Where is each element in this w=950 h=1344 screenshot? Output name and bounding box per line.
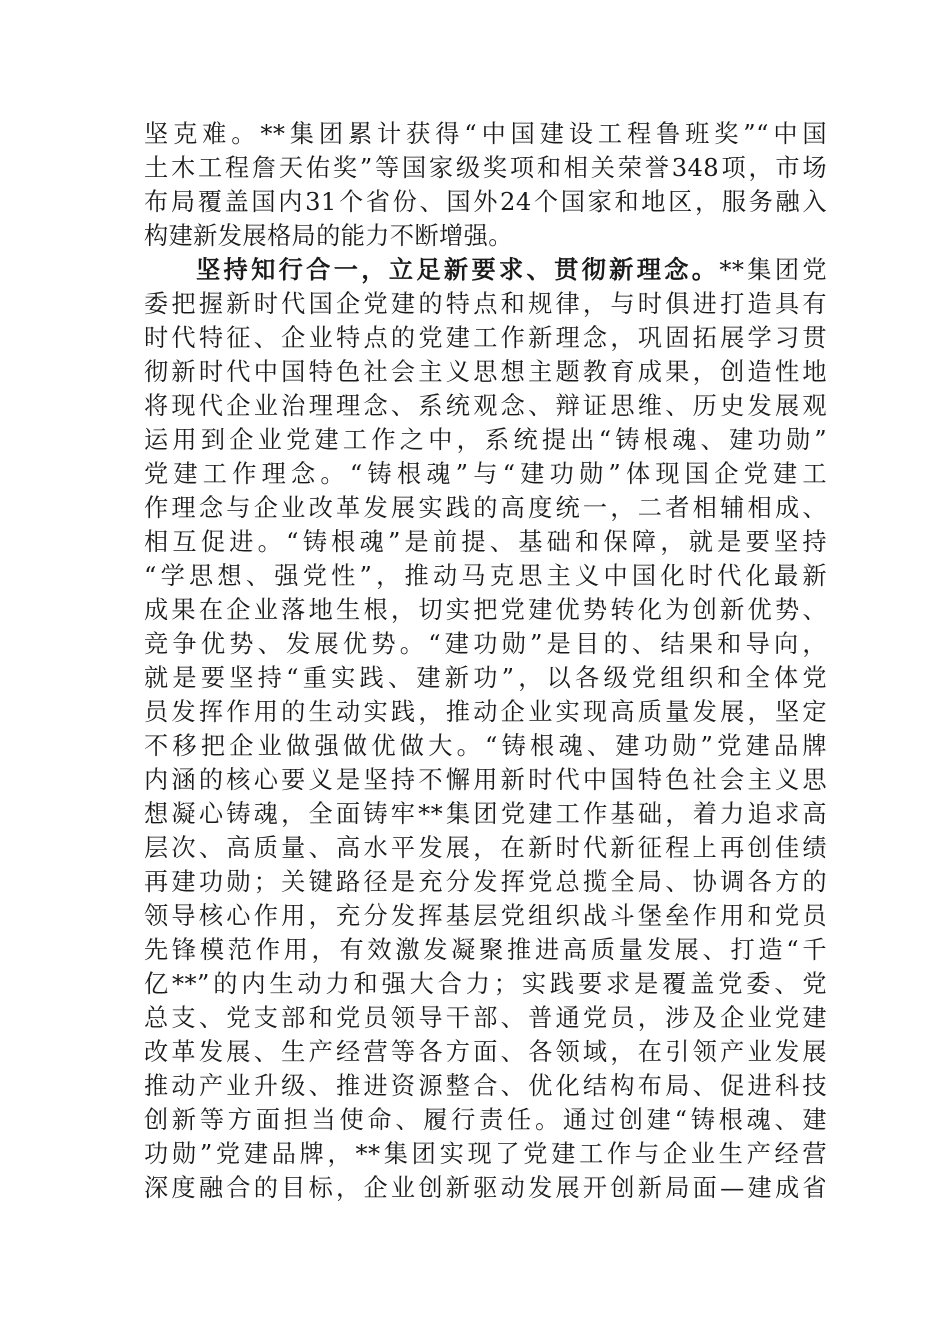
text-line: 再建功勋；关键路径是充分发挥党总揽全局、协调各方的 xyxy=(144,868,827,896)
text-line: 功勋”党建品牌，**集团实现了党建工作与企业生产经营 xyxy=(144,1140,827,1168)
text-line: 员发挥作用的生动实践，推动企业实现高质量发展，坚定 xyxy=(144,698,827,726)
text-line: 彻新时代中国特色社会主义思想主题教育成果，创造性地 xyxy=(144,358,827,386)
text-line: 深度融合的目标，企业创新驱动发展开创新局面—建成省 xyxy=(144,1174,827,1202)
text-line: 布局覆盖国内31个省份、国外24个国家和地区，服务融入 xyxy=(144,188,827,216)
paragraph-1 xyxy=(144,117,827,253)
text-line: 亿**”的内生动力和强大合力；实践要求是覆盖党委、党 xyxy=(144,970,827,998)
text-line: 委把握新时代国企党建的特点和规律，与时俱进打造具有 xyxy=(144,290,827,318)
body-text xyxy=(144,117,827,1205)
text-line: 改革发展、生产经营等各方面、各领域，在引领产业发展 xyxy=(144,1038,827,1066)
text-line: 运用到企业党建工作之中，系统提出“铸根魂、建功勋” xyxy=(144,426,827,454)
text-line: 就是要坚持“重实践、建新功”，以各级党组织和全体党 xyxy=(144,664,827,692)
text-line: 竞争优势、发展优势。“建功勋”是目的、结果和导向， xyxy=(144,630,827,658)
paragraph-first-line xyxy=(144,253,827,287)
text-line: 先锋模范作用，有效激发凝聚推进高质量发展、打造“千 xyxy=(144,936,827,964)
text-line: 创新等方面担当使命、履行责任。通过创建“铸根魂、建 xyxy=(144,1106,827,1134)
text-line: 领导核心作用，充分发挥基层党组织战斗堡垒作用和党员 xyxy=(144,902,827,930)
text-line: 时代特征、企业特点的党建工作新理念，巩固拓展学习贯 xyxy=(144,324,827,352)
text-line: 不移把企业做强做优做大。“铸根魂、建功勋”党建品牌 xyxy=(144,732,827,760)
text-line: 成果在企业落地生根，切实把党建优势转化为创新优势、 xyxy=(144,596,827,624)
paragraph-2 xyxy=(144,253,827,1205)
text-line: 相互促进。“铸根魂”是前提、基础和保障，就是要坚持 xyxy=(144,528,827,556)
text-line: 总支、党支部和党员领导干部、普通党员，涉及企业党建 xyxy=(144,1004,827,1032)
text-line: 推动产业升级、推进资源整合、优化结构布局、促进科技 xyxy=(144,1072,827,1100)
text-line: “学思想、强党性”，推动马克思主义中国化时代化最新 xyxy=(144,562,827,590)
text-line: 将现代企业治理理念、系统观念、辩证思维、历史发展观 xyxy=(144,392,827,420)
text-line: 党建工作理念。“铸根魂”与“建功勋”体现国企党建工 xyxy=(144,460,827,488)
text-line: 构建新发展格局的能力不断增强。 xyxy=(144,222,513,250)
heading-continuation: **集团党 xyxy=(719,256,827,284)
text-line: 坚克难。**集团累计获得“中国建设工程鲁班奖”“中国 xyxy=(144,120,827,148)
paragraph-heading: 坚持知行合一，立足新要求、贯彻新理念。 xyxy=(196,255,720,284)
text-line: 土木工程詹天佑奖”等国家级奖项和相关荣誉348项，市场 xyxy=(144,154,827,182)
text-line: 想凝心铸魂，全面铸牢**集团党建工作基础，着力追求高 xyxy=(144,800,827,828)
text-line: 层次、高质量、高水平发展，在新时代新征程上再创佳绩 xyxy=(144,834,827,862)
text-line: 作理念与企业改革发展实践的高度统一，二者相辅相成、 xyxy=(144,494,827,522)
text-line: 内涵的核心要义是坚持不懈用新时代中国特色社会主义思 xyxy=(144,766,827,794)
